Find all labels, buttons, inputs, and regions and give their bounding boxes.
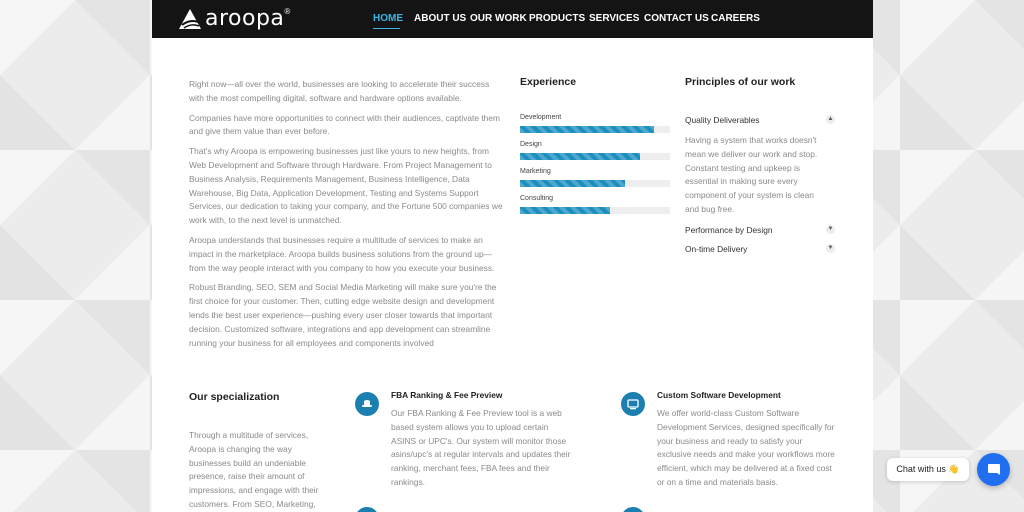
intro-text <box>189 78 505 356</box>
chat-prompt[interactable]: Chat with us 👋 <box>887 458 969 481</box>
skill-progress-fill <box>520 153 640 160</box>
skills-list <box>520 113 670 221</box>
accordion-item-quality <box>685 114 835 217</box>
skill-progress-track <box>520 153 670 160</box>
experience-title: Experience <box>520 76 577 88</box>
skill-progress-fill <box>520 126 654 133</box>
principles-title: Principles of our work <box>685 76 796 88</box>
accordion-content: Having a system that works doesn't mean we deliver our work and stop. Constant testing and upkeep is essential in making sure every component of your system is clean and bug free. <box>685 135 818 214</box>
intro-paragraph: Right now—all over the world, businesses are looking to accelerate their success with the most compelling digital, software and hardware options available. <box>189 79 490 103</box>
nav-home[interactable]: HOME <box>373 13 403 24</box>
accordion-item-on-time <box>685 243 835 255</box>
service-text: Our FBA Ranking & Fee Preview tool is a web based system allows you to upload certain ASINS or UPC's. Our system will monitor those asins/upc's at regular intervals and updates their ranking, merchant fees, FBA fees and their rankings. <box>391 408 571 487</box>
service-title[interactable]: Custom Software Development <box>657 390 781 400</box>
hat-icon <box>355 392 379 416</box>
logo-icon <box>178 8 202 30</box>
intro-paragraph: That's why Aroopa is empowering businesses just like yours to new heights, from Web Development and Software through Hardware. From Project Management to Business Analysis, Requirements Management, Business Intelligence, Data Warehouse, Big Data, Application Development, Testing and Systems Support Services, our dedication to taking your company, and the Fortune 500 companies we work with, to the next level is unmatched. <box>189 146 503 226</box>
skill-progress-track <box>520 180 670 187</box>
nav-careers[interactable]: CAREERS <box>711 13 760 24</box>
nav-contact-us[interactable]: CONTACT US <box>644 13 709 24</box>
skill-development <box>520 113 670 140</box>
nav-products[interactable]: PRODUCTS <box>529 13 586 24</box>
skill-label: Consulting <box>520 195 554 202</box>
intro-paragraph: Aroopa understands that businesses require a multitude of services to make an impact in the marketplace. Aroopa builds business solutions from the ground up—from the way people interact with you company to how you execute your business. <box>189 234 495 273</box>
registered-mark: ® <box>284 6 291 16</box>
chevron-down-icon[interactable]: ▼ <box>827 226 834 232</box>
chat-button[interactable] <box>977 453 1010 486</box>
specialization-title: Our specialization <box>189 391 280 403</box>
nav-services[interactable]: SERVICES <box>589 13 640 24</box>
skill-design <box>520 140 670 167</box>
intro-paragraph: Companies have more opportunities to connect with their audiences, captivate them and give them value than ever before. <box>189 112 500 137</box>
skill-consulting <box>520 194 670 221</box>
service-icon-partial <box>355 507 379 512</box>
accordion-header[interactable]: Performance by Design <box>685 225 773 235</box>
service-text: We offer world-class Custom Software Development Services, designed specifically for your business and ready to satisfy your exclusive needs and make your workflows more efficient, which may be delivered at a fixed cost or on a time and materials basis. <box>657 408 835 487</box>
brand-name: aroopa <box>205 6 285 31</box>
skill-progress-track <box>520 126 670 133</box>
accordion-item-performance <box>685 224 835 236</box>
skill-progress-fill <box>520 207 610 214</box>
service-icon-partial <box>621 507 645 512</box>
skill-progress-fill <box>520 180 625 187</box>
nav-our-work[interactable]: OUR WORK <box>470 13 527 24</box>
specialization-text: Through a multitude of services, Aroopa is changing the way businesses build an undeniable presence, raise their amount of impressions, and engage with their customers. From SEO, Marketing, <box>189 430 319 509</box>
active-nav-indicator <box>373 28 400 29</box>
service-title[interactable]: FBA Ranking & Fee Preview <box>391 390 503 400</box>
skill-progress-track <box>520 207 670 214</box>
skill-label: Development <box>520 114 562 121</box>
monitor-icon <box>621 392 645 416</box>
chevron-down-icon[interactable]: ▼ <box>827 245 834 251</box>
intro-paragraph: Robust Branding, SEO, SEM and Social Media Marketing will make sure you're the first choice for your customer. Then, cutting edge website design and development lends the best user experience—pushing every user closer towards that important decision. Customized software, integrations and app development can streamline running your business for all employees and components involved <box>189 282 497 348</box>
chevron-up-icon[interactable]: ▲ <box>827 116 834 122</box>
chat-bubble-icon <box>987 463 1001 477</box>
skill-label: Design <box>520 141 542 148</box>
accordion-header[interactable]: Quality Deliverables <box>685 115 760 125</box>
navbar <box>152 0 873 38</box>
logo[interactable] <box>178 7 290 31</box>
accordion-header[interactable]: On-time Delivery <box>685 244 748 254</box>
skill-marketing <box>520 167 670 194</box>
nav-about-us[interactable]: ABOUT US <box>414 13 467 24</box>
page <box>152 0 873 512</box>
skill-label: Marketing <box>520 168 551 175</box>
